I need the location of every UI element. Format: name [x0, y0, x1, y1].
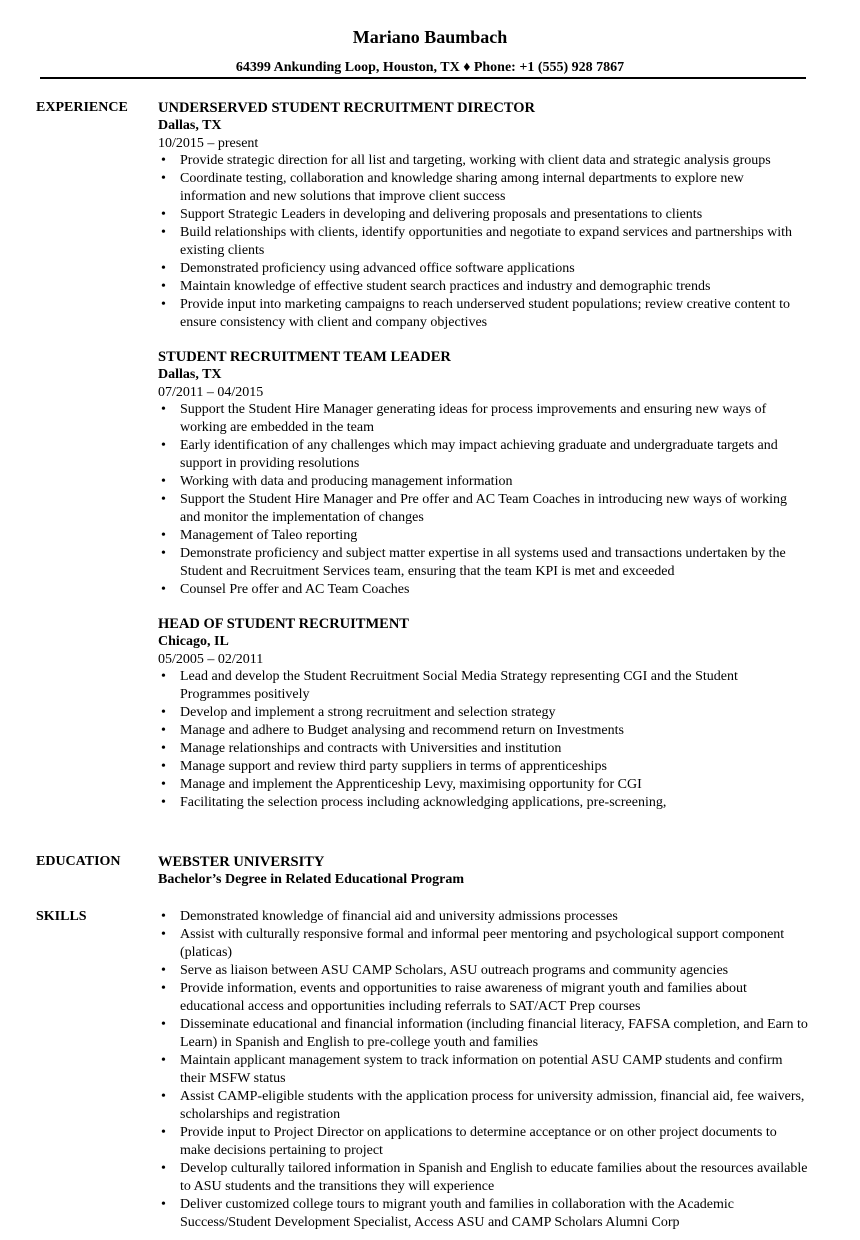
- job-dates: 10/2015 – present: [158, 136, 259, 151]
- job-title: STUDENT RECRUITMENT TEAM LEADER: [158, 349, 451, 365]
- experience-list: [158, 99, 808, 828]
- bullet-item: • Working with data and producing management information: [158, 473, 808, 491]
- job-location: Dallas, TX: [158, 367, 222, 382]
- skills-list-wrap: [158, 908, 808, 1232]
- skill-item: • Provide input to Project Director on applications to determine acceptance or on other project documents to make decisions pertaining to project: [158, 1124, 808, 1160]
- bullet-item: • Manage and adhere to Budget analysing and recommend return on Investments: [158, 722, 808, 740]
- skill-item: • Develop culturally tailored information in Spanish and English to educate families about the resources available to ASU students and the transitions they will experience: [158, 1160, 808, 1196]
- job-title: HEAD OF STUDENT RECRUITMENT: [158, 616, 409, 632]
- school-name: WEBSTER UNIVERSITY: [158, 854, 325, 870]
- job-title: UNDERSERVED STUDENT RECRUITMENT DIRECTOR: [158, 100, 535, 116]
- bullet-item: • Manage and implement the Apprenticeship Levy, maximising opportunity for CGI: [158, 776, 808, 794]
- bullet-item: • Maintain knowledge of effective student search practices and industry and demographic trends: [158, 278, 808, 296]
- bullet-item: • Support Strategic Leaders in developing and delivering proposals and presentations to clients: [158, 206, 808, 224]
- contact-line: 64399 Ankunding Loop, Houston, TX ♦ Phone: +1 (555) 928 7867: [235, 60, 625, 75]
- job-location: Chicago, IL: [158, 634, 229, 649]
- skill-item: • Assist CAMP-eligible students with the application process for university admission, financial aid, fee waivers, scholarships and registration: [158, 1088, 808, 1124]
- education-entry: [158, 853, 808, 889]
- bullet-item: • Develop and implement a strong recruitment and selection strategy: [158, 704, 808, 722]
- job-dates: 05/2005 – 02/2011: [158, 652, 264, 667]
- job-location: Dallas, TX: [158, 118, 222, 133]
- bullet-item: • Early identification of any challenges which may impact achieving graduate and undergraduate targets and support in providing resolutions: [158, 437, 808, 473]
- bullet-item: • Lead and develop the Student Recruitment Social Media Strategy representing CGI and the Student Programmes positively: [158, 668, 808, 704]
- bullet-item: • Demonstrate proficiency and subject matter expertise in all systems used and transactions undertaken by the Student and Recruitment Services team, ensuring that the team KPI is met and exceeded: [158, 545, 808, 581]
- candidate-name: Mariano Baumbach: [352, 27, 508, 47]
- skill-item: • Assist with culturally responsive formal and informal peer mentoring and psychological support component (platicas): [158, 926, 808, 962]
- bullet-item: • Build relationships with clients, identify opportunities and negotiate to expand services and partnerships with existing clients: [158, 224, 808, 260]
- bullet-item: • Support the Student Hire Manager generating ideas for process improvements and ensuring new ways of working are embedded in the team: [158, 401, 808, 437]
- skills-list: [158, 908, 808, 1232]
- skill-item: • Maintain applicant management system to track information on potential ASU CAMP students and confirm their MSFW status: [158, 1052, 808, 1088]
- bullet-item: • Facilitating the selection process including acknowledging applications, pre-screening,: [158, 794, 808, 812]
- skill-item: • Serve as liaison between ASU CAMP Scholars, ASU outreach programs and community agencies: [158, 962, 808, 980]
- skill-item: • Deliver customized college tours to migrant youth and families in collaboration with the Academic Success/Student Development Specialist, Access ASU and CAMP Scholars Alumni Corp: [158, 1196, 808, 1232]
- bullet-item: • Provide input into marketing campaigns to reach underserved student populations; review creative content to ensure consistency with client and company objectives: [158, 296, 808, 332]
- bullet-item: • Coordinate testing, collaboration and knowledge sharing among internal departments to explore new information and new solutions that improve client success: [158, 170, 808, 206]
- skill-item: • Demonstrated knowledge of financial aid and university admissions processes: [158, 908, 808, 926]
- job-bullets: [158, 401, 808, 599]
- degree-name: Bachelor’s Degree in Related Educational Program: [158, 872, 465, 887]
- job-entry: [158, 615, 808, 812]
- job-entry: [158, 99, 808, 332]
- skill-item: • Disseminate educational and financial information (including financial literacy, FAFSA completion, and Earn to Learn) in Spanish and English to pre-college youth and families: [158, 1016, 808, 1052]
- skill-item: • Provide information, events and opportunities to raise awareness of migrant youth and families about educational access and opportunities including referrals to SAT/ACT Prep courses: [158, 980, 808, 1016]
- bullet-item: • Demonstrated proficiency using advanced office software applications: [158, 260, 808, 278]
- job-bullets: [158, 668, 808, 812]
- bullet-item: • Manage support and review third party suppliers in terms of apprenticeships: [158, 758, 808, 776]
- job-entry: [158, 348, 808, 599]
- section-title-experience: EXPERIENCE: [36, 100, 128, 115]
- bullet-item: • Management of Taleo reporting: [158, 527, 808, 545]
- job-dates: 07/2011 – 04/2015: [158, 385, 264, 400]
- section-title-education: EDUCATION: [36, 854, 121, 869]
- header-divider: [40, 77, 806, 79]
- bullet-item: • Manage relationships and contracts with Universities and institution: [158, 740, 808, 758]
- section-title-skills: SKILLS: [36, 909, 87, 924]
- bullet-item: • Counsel Pre offer and AC Team Coaches: [158, 581, 808, 599]
- bullet-item: • Support the Student Hire Manager and Pre offer and AC Team Coaches in introducing new ways of working and monitor the implementation of changes: [158, 491, 808, 527]
- job-bullets: [158, 152, 808, 332]
- bullet-item: • Provide strategic direction for all list and targeting, working with client data and strategic analysis groups: [158, 152, 808, 170]
